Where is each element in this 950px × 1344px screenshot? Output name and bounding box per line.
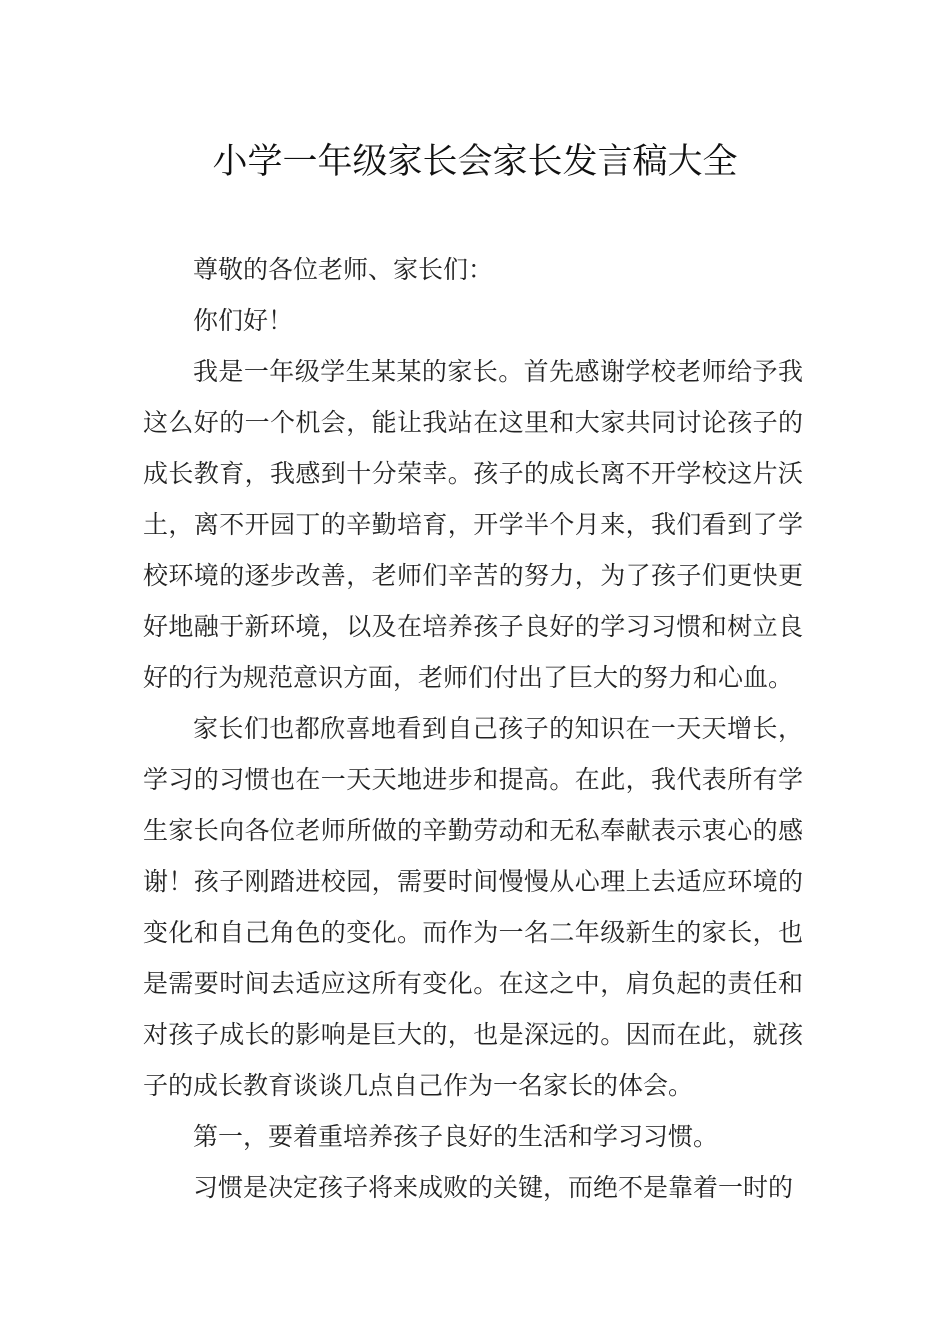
document-title: 小学一年级家长会家长发言稿大全 [212, 142, 738, 182]
paragraph-gratitude: 家长们也都欣喜地看到自己孩子的知识在一天天增长，学习的习惯也在一天天地进步和提高。在此，我代表所有学生家长向各位老师所做的辛勤劳动和无私奉献表示衷心的感谢！孩子刚踏进校园，需要时间慢慢从心理上去适应环境的变化和自己角色的变化。而作为一名二年级新生的家长，也是需要时间去适应这所有变化。在这之中，肩负起的责任和对孩子成长的影响是巨大的，也是深远的。因而在此，就孩子的成长教育谈谈几点自己作为一名家长的体会。 [143, 714, 803, 1100]
paragraph-greeting: 你们好！ [193, 306, 294, 335]
paragraph-habits: 习惯是决定孩子将来成败的关键，而绝不是靠着一时的 [193, 1173, 794, 1202]
document-body [143, 244, 803, 1213]
paragraph-point-one: 第一，要着重培养孩子良好的生活和学习习惯。 [193, 1122, 719, 1151]
paragraph-salutation: 尊敬的各位老师、家长们： [193, 255, 494, 284]
paragraph-introduction: 我是一年级学生某某的家长。首先感谢学校老师给予我这么好的一个机会，能让我站在这里和大家共同讨论孩子的成长教育，我感到十分荣幸。孩子的成长离不开学校这片沃土，离不开园丁的辛勤培育，开学半个月来，我们看到了学校环境的逐步改善，老师们辛苦的努力，为了孩子们更快更好地融于新环境，以及在培养孩子良好的学习习惯和树立良好的行为规范意识方面，老师们付出了巨大的努力和心血。 [143, 357, 803, 692]
